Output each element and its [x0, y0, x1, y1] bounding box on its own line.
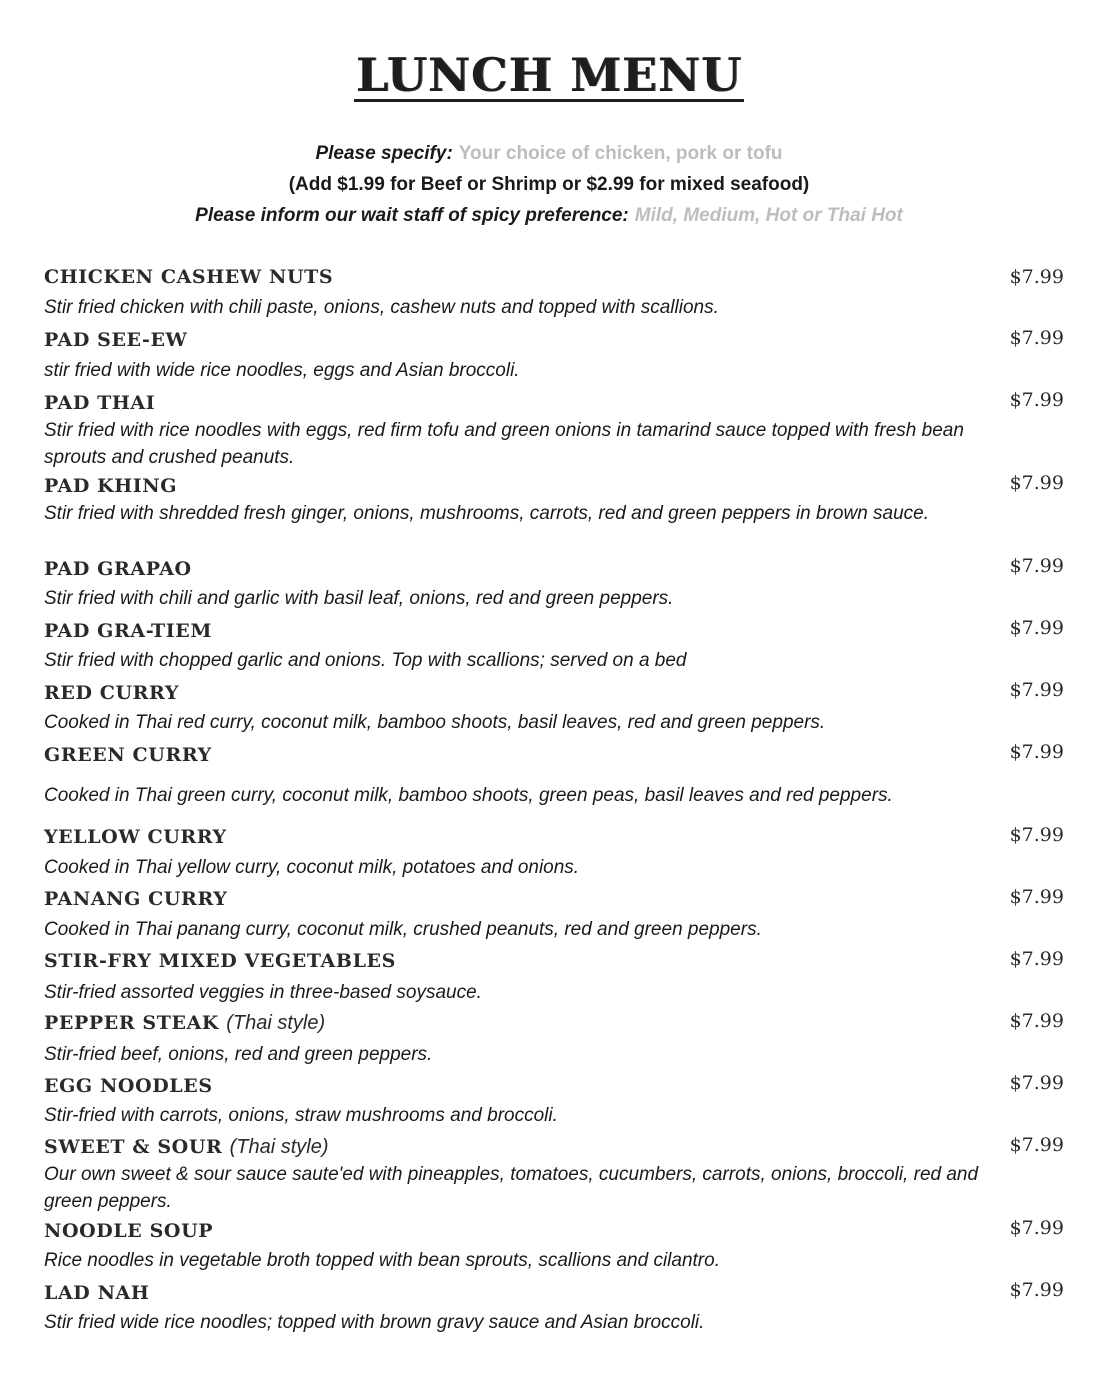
item-description: Stir fried wide rice noodles; topped with brown gravy sauce and Asian broccoli. — [44, 1312, 705, 1333]
item-description: Stir fried with rice noodles with eggs, red firm tofu and green onions in tamarind sauce topped with fresh bean sprouts and crushed peanuts. — [44, 420, 964, 468]
item-name — [44, 1136, 329, 1159]
item-description: Stir-fried with carrots, onions, straw mushrooms and broccoli. — [44, 1105, 558, 1126]
item-description: Stir-fried assorted veggies in three-based soysauce. — [44, 982, 482, 1003]
item-description: Stir fried with shredded fresh ginger, onions, mushrooms, carrots, red and green peppers in brown sauce. — [44, 503, 930, 524]
item-price: $7.99 — [1009, 555, 1064, 577]
item-description: Stir-fried beef, onions, red and green peppers. — [44, 1044, 433, 1065]
item-price: $7.99 — [1009, 389, 1064, 411]
item-price: $7.99 — [1009, 266, 1064, 288]
item-name: EGG NOODLES — [44, 1075, 213, 1097]
item-name-style: (Thai style) — [229, 1136, 329, 1158]
item-name: LAD NAH — [44, 1282, 150, 1304]
item-price: $7.99 — [1009, 1072, 1064, 1094]
item-name: PAD SEE-EW — [44, 329, 188, 351]
item-price: $7.99 — [1009, 1134, 1064, 1156]
addon-note — [0, 174, 1098, 196]
item-name: PAD KHING — [44, 475, 178, 497]
item-name: PAD THAI — [44, 392, 156, 414]
item-price: $7.99 — [1009, 886, 1064, 908]
item-price: $7.99 — [1009, 948, 1064, 970]
item-description: Stir fried chicken with chili paste, onions, cashew nuts and topped with scallions. — [44, 297, 719, 318]
item-price: $7.99 — [1009, 1279, 1064, 1301]
page-title — [0, 48, 1098, 102]
item-description: Stir fried with chili and garlic with basil leaf, onions, red and green peppers. — [44, 588, 674, 609]
spicy-label: Please inform our wait staff of spicy preference: — [195, 205, 629, 226]
item-description: Rice noodles in vegetable broth topped with bean sprouts, scallions and cilantro. — [44, 1250, 720, 1271]
addon-text: (Add $1.99 for Beef or Shrimp or $2.99 for mixed seafood) — [288, 174, 810, 195]
spicy-value: Mild, Medium, Hot or Thai Hot — [634, 205, 903, 226]
item-price: $7.99 — [1009, 617, 1064, 639]
item-description: Cooked in Thai green curry, coconut milk, bamboo shoots, green peas, basil leaves and red peppers. — [44, 785, 893, 806]
item-description: Cooked in Thai yellow curry, coconut milk, potatoes and onions. — [44, 857, 580, 878]
specify-value: Your choice of chicken, pork or tofu — [458, 143, 783, 164]
item-name-text: SWEET & SOUR — [44, 1136, 223, 1158]
item-name: PAD GRA-TIEM — [44, 620, 212, 642]
item-description: Stir fried with chopped garlic and onions. Top with scallions; served on a bed — [44, 650, 687, 671]
item-price: $7.99 — [1009, 1010, 1064, 1032]
item-name: CHICKEN CASHEW NUTS — [44, 266, 334, 288]
item-price: $7.99 — [1009, 1217, 1064, 1239]
item-name: GREEN CURRY — [44, 744, 212, 766]
item-description: stir fried with wide rice noodles, eggs and Asian broccoli. — [44, 360, 520, 381]
item-name: STIR-FRY MIXED VEGETABLES — [44, 950, 396, 972]
item-name: PANANG CURRY — [44, 888, 228, 910]
item-name: YELLOW CURRY — [44, 826, 227, 848]
item-price: $7.99 — [1009, 327, 1064, 349]
item-description: Cooked in Thai panang curry, coconut milk, crushed peanuts, red and green peppers. — [44, 919, 762, 940]
item-price: $7.99 — [1009, 741, 1064, 763]
item-price: $7.99 — [1009, 824, 1064, 846]
item-price: $7.99 — [1009, 472, 1064, 494]
item-name: PAD GRAPAO — [44, 558, 192, 580]
item-name-style: (Thai style) — [226, 1012, 326, 1034]
specify-note — [0, 143, 1098, 165]
item-name: NOODLE SOUP — [44, 1220, 214, 1242]
item-name: RED CURRY — [44, 682, 180, 704]
item-name — [44, 1012, 325, 1035]
item-description: Cooked in Thai red curry, coconut milk, bamboo shoots, basil leaves, red and green peppers. — [44, 712, 826, 733]
item-price: $7.99 — [1009, 679, 1064, 701]
spicy-note — [0, 205, 1098, 227]
specify-label: Please specify: — [315, 143, 453, 164]
item-description: Our own sweet & sour sauce saute'ed with pineapples, tomatoes, cucumbers, carrots, onions, broccoli, red and green peppers. — [44, 1164, 979, 1212]
page-title-text: LUNCH MENU — [355, 48, 743, 102]
item-name-text: PEPPER STEAK — [44, 1012, 220, 1034]
